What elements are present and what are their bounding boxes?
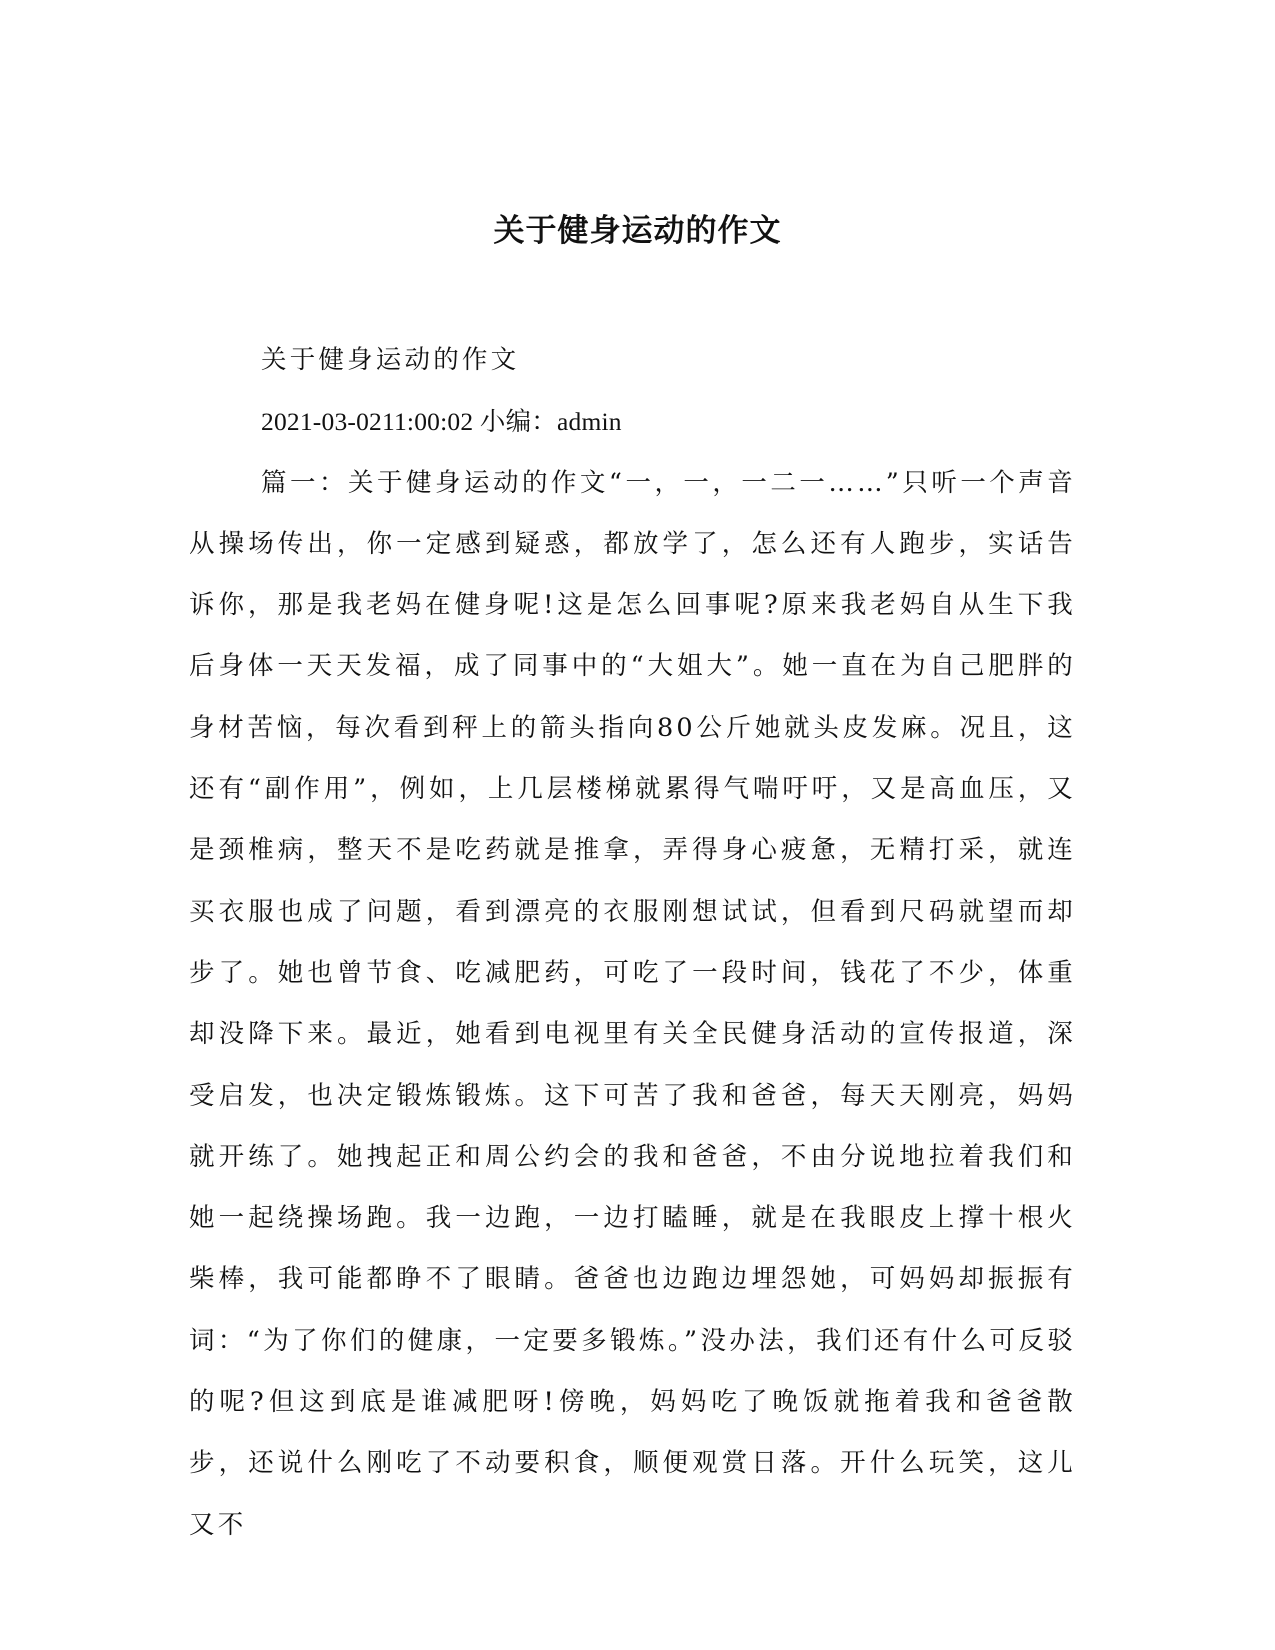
article-paragraph: 篇一：关于健身运动的作文“一，一，一二一……”只听一个声音从操场传出，你一定感到疑惑，都放学了，怎么还有人跑步，实话告诉你，那是我老妈在健身呢!这是怎么回事呢?原来我老妈自从生下我后身体一天天发福，成了同事中的“大姐大”。她一直在为自己肥胖的身材苦恼，每次看到秤上的箭头指向80公斤她就头皮发麻。况且，这还有“副作用”，例如，上几层楼梯就累得气喘吁吁，又是高血压，又是颈椎病，整天不是吃药就是推拿，弄得身心疲惫，无精打采，就连买衣服也成了问题，看到漂亮的衣服刚想试试，但看到尺码就望而却步了。她也曾节食、吃减肥药，可吃了一段时间，钱花了不少，体重却没降下来。最近，她看到电视里有关全民健身活动的宣传报道，深受启发，也决定锻炼锻炼。这下可苦了我和爸爸，每天天刚亮，妈妈就开练了。她拽起正和周公约会的我和爸爸，不由分说地拉着我们和她一起绕操场跑。我一边跑，一边打瞌睡，就是在我眼皮上撑十根火柴棒，我可能都睁不了眼睛。爸爸也边跑边埋怨她，可妈妈却振振有词：“为了你们的健康，一定要多锻炼。”没办法，我们还有什么可反驳的呢?但这到底是谁减肥呀!傍晚，妈妈吃了晚饭就拖着我和爸爸散步，还说什么刚吃了不动要积食，顺便观赏日落。开什么玩笑，这儿又不 (189, 467, 1076, 1540)
document-title: 关于健身运动的作文 (493, 213, 782, 249)
document-body (189, 330, 1076, 1556)
article-subtitle: 关于健身运动的作文 (261, 345, 520, 375)
article-meta-line: 2021-03-0211:00:02 小编：admin (261, 407, 622, 437)
